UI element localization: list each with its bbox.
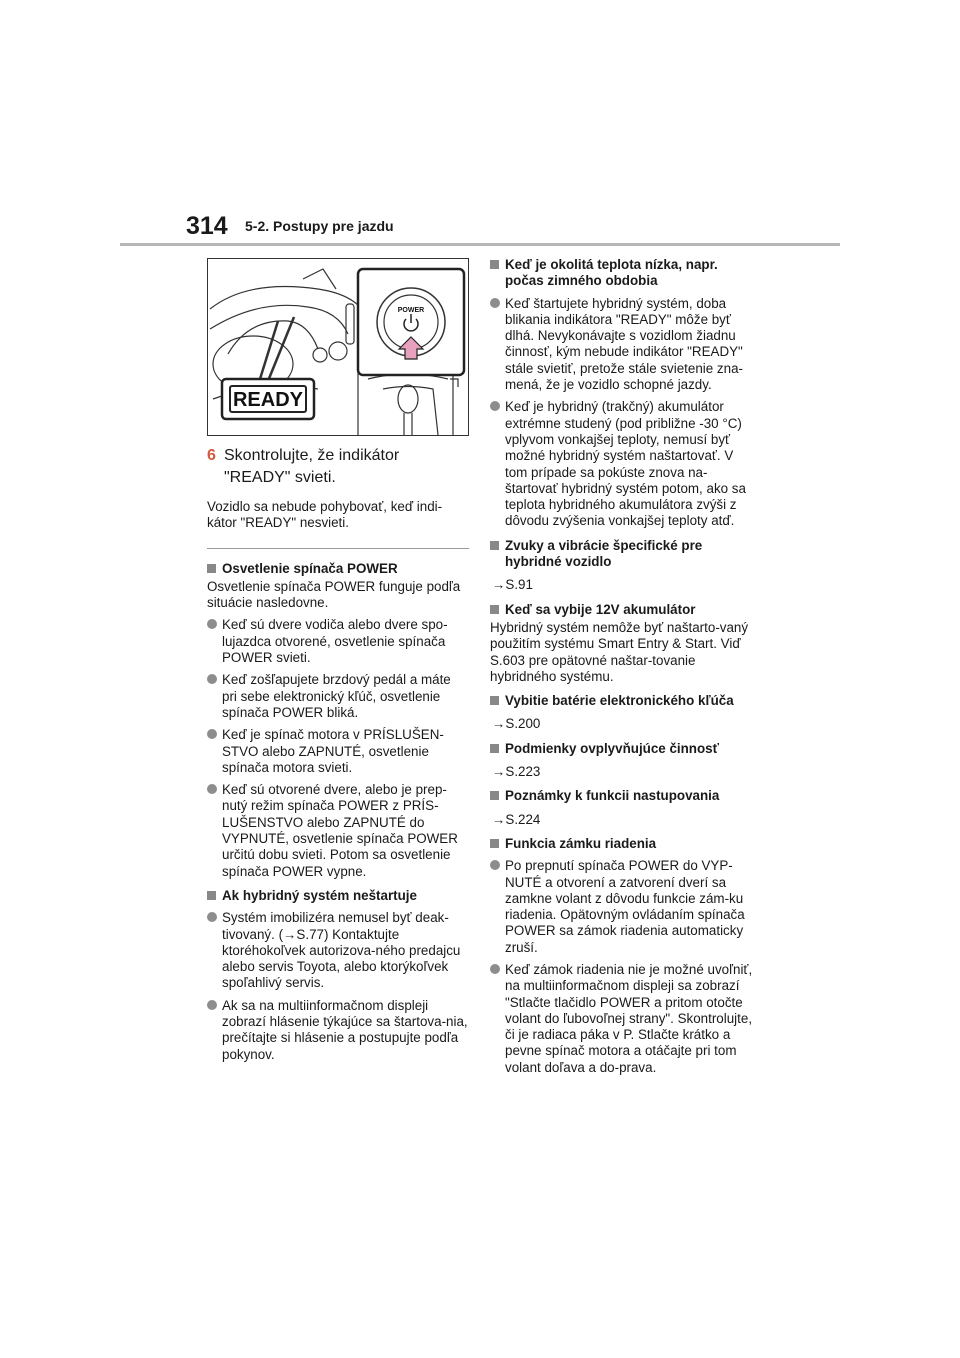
round-bullet-icon <box>207 912 217 922</box>
cold-heading: Keď je okolitá teplota nízka, napr. počas zimného obdobia <box>490 257 755 290</box>
power-light-heading: Osvetlenie spínača POWER <box>207 561 469 577</box>
list-item: Keď zošľapujete brzdový pedál a máte pri sebe elektronický kľúč, osvetlenie spínača POWER bliká. <box>207 672 469 721</box>
round-bullet-icon <box>490 964 500 974</box>
square-bullet-icon <box>490 744 499 753</box>
dashboard-drawing <box>208 259 468 435</box>
square-bullet-icon <box>490 541 499 550</box>
list-item: Keď sú dvere vodiča alebo dvere spo-lujazdca otvorené, osvetlenie spínača POWER svieti. <box>207 617 469 666</box>
right-column <box>490 257 755 1076</box>
step-note: Vozidlo sa nebude pohybovať, keď indi-kátor "READY" nesvieti. <box>207 499 443 531</box>
entry-notes-heading: Poznámky k funkcii nastupovania <box>490 788 755 804</box>
list-item: Systém imobilizéra nemusel byť deak-tivovaný. (→S.77) Kontaktujte ktoréhokoľvek autorizova-ného predajcu alebo servis Toyota, alebo ktorýkoľvek spoľahlivý servis. <box>207 910 469 991</box>
list-item: Keď štartujete hybridný systém, doba blikania indikátora "READY" môže byť dlhá. Nevykonávajte s vozidlom žiadnu činnosť, kým nebude indikátor "READY" stále svietiť, pretože stále svietenie zna-mená, že je vozidlo schopné jazdy. <box>490 296 755 394</box>
dashboard-illustration <box>207 258 469 436</box>
list-item: Keď je spínač motora v PRÍSLUŠEN-STVO alebo ZAPNUTÉ, osvetlenie spínača motora svieti. <box>207 727 469 776</box>
round-bullet-icon <box>490 298 500 308</box>
step-text: Skontrolujte, že indikátor "READY" svieti. <box>224 447 400 486</box>
list-item: Keď sú otvorené dvere, alebo je prep-nutý režim spínača POWER z PRÍS-LUŠENSTVO alebo ZAPNUTÉ do VYPNUTÉ, osvetlenie spínača POWER určitú dobu svieti. Potom sa osvetlenie spínača POWER vypne. <box>207 782 469 880</box>
steering-lock-heading: Funkcia zámku riadenia <box>490 836 755 852</box>
round-bullet-icon <box>207 784 217 794</box>
sounds-page-ref[interactable]: →S.91 <box>492 577 533 593</box>
conditions-heading: Podmienky ovplyvňujúce činnosť <box>490 741 755 757</box>
square-bullet-icon <box>490 260 499 269</box>
square-bullet-icon <box>207 891 216 900</box>
page-number: 314 <box>186 212 228 240</box>
key-battery-heading: Vybitie batérie elektronického kľúča <box>490 693 755 709</box>
round-bullet-icon <box>490 401 500 411</box>
key-battery-page-ref[interactable]: →S.200 <box>492 716 541 732</box>
square-bullet-icon <box>490 839 499 848</box>
sounds-heading: Zvuky a vibrácie špecifické pre hybridné vozidlo <box>490 538 755 571</box>
conditions-page-ref[interactable]: →S.223 <box>492 764 541 780</box>
square-bullet-icon <box>207 564 216 573</box>
list-item: Keď je hybridný (trakčný) akumulátor extrémne studený (pod približne -30 °C) vplyvom vonkajšej teploty, nemusí byť možné hybridný systém naštartovať. V tom prípade sa pokúste znova na-štartovať hybridný systém potom, ako sa teplota hybridného akumulátora zvýši z dôvodu zvýšenia vonkajšej teploty atď. <box>490 399 755 529</box>
no-start-heading: Ak hybridný systém neštartuje <box>207 888 469 904</box>
step-number: 6 <box>207 447 216 464</box>
round-bullet-icon <box>207 619 217 629</box>
section-title: 5-2. Postupy pre jazdu <box>245 218 394 234</box>
round-bullet-icon <box>207 729 217 739</box>
ready-indicator-label: READY <box>232 389 304 411</box>
round-bullet-icon <box>490 860 500 870</box>
header-rule <box>120 243 840 246</box>
battery-heading: Keď sa vybije 12V akumulátor <box>490 602 755 618</box>
round-bullet-icon <box>207 1000 217 1010</box>
step-6 <box>207 445 469 489</box>
section-divider <box>207 548 469 549</box>
list-item: Keď zámok riadenia nie je možné uvoľniť, na multiinformačnom displeji sa zobrazí "Stlačte tlačidlo POWER a pritom otočte volant do ľubovoľnej strany". Skontrolujte, či je radiaca páka v P. Stlačte krátko a pevne spínač motora a otáčajte pri tom volant doľava a do-prava. <box>490 962 755 1076</box>
square-bullet-icon <box>490 791 499 800</box>
power-light-intro: Osvetlenie spínača POWER funguje podľa situácie nasledovne. <box>207 578 461 611</box>
round-bullet-icon <box>207 674 217 684</box>
left-column <box>207 258 469 1063</box>
list-item: Po prepnutí spínača POWER do VYP-NUTÉ a otvorení a zatvorení dverí sa zamkne volant z dôvodu funkcie zám-ku riadenia. Opätovným ovládaním spínača POWER sa zámok riadenia automaticky zruší. <box>490 858 755 956</box>
square-bullet-icon <box>490 605 499 614</box>
list-item: Ak sa na multiinformačnom displeji zobrazí hlásenie týkajúce sa štartova-nia, prečítajte si hlásenie a postupujte podľa pokynov. <box>207 998 469 1063</box>
entry-notes-page-ref[interactable]: →S.224 <box>492 811 541 827</box>
power-button-label: POWER <box>397 307 425 314</box>
square-bullet-icon <box>490 696 499 705</box>
battery-text: Hybridný systém nemôže byť naštarto-vaný použitím systému Smart Entry & Start. Viď S.603 pre opätovné naštar-tovanie hybridného systému. <box>490 619 749 684</box>
